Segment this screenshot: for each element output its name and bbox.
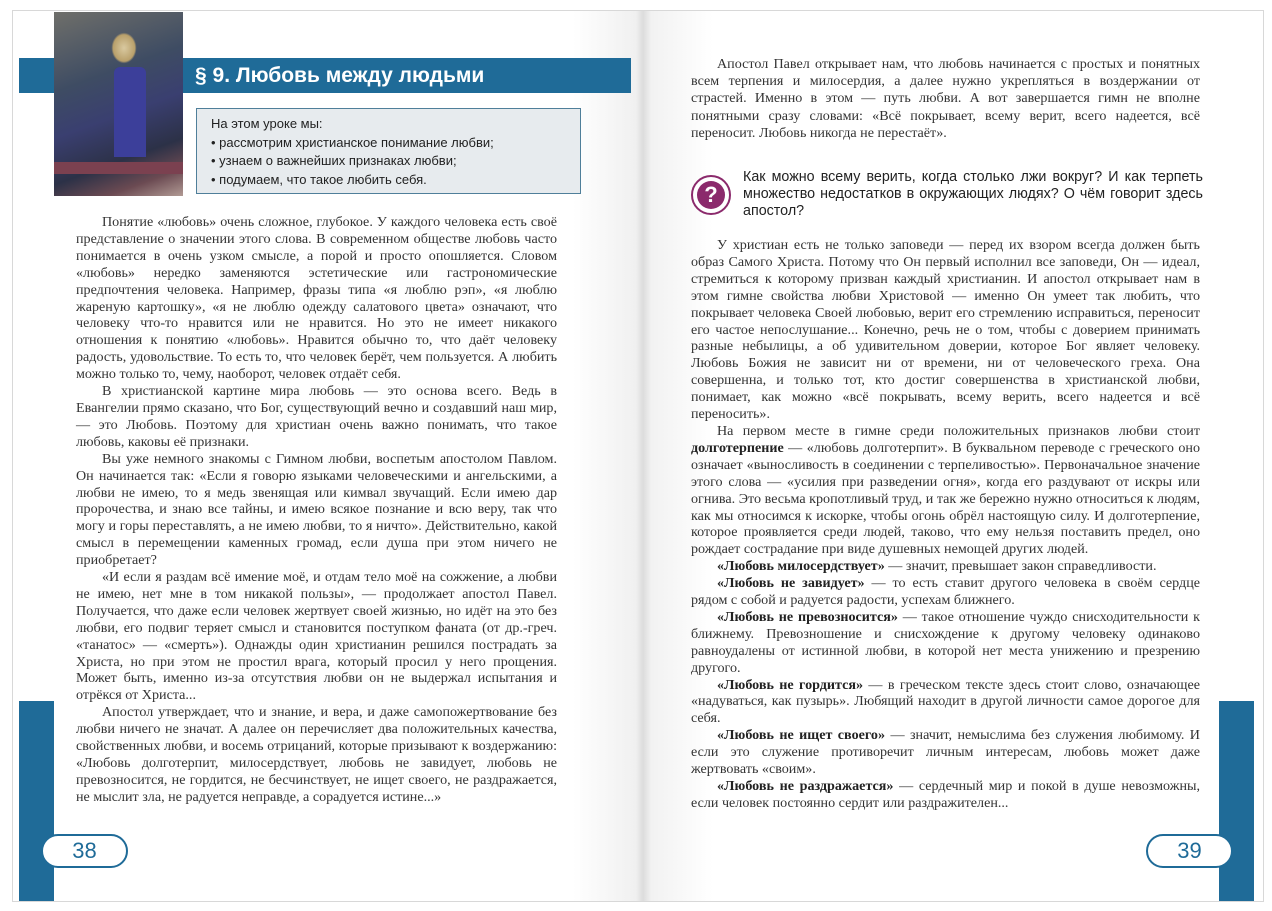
icon-painting-image — [54, 12, 183, 196]
bold-term: «Любовь не завидует» — [717, 575, 865, 592]
paragraph: У христиан есть не только заповеди — перед их взором всегда должен быть образ Самого Христа. Потому что Он первый исполнил все заповеди, Он — идеал, стремиться к которому призван каждый христианин. И апостол открывает нам в этом гимне свойства любви Христовой — именно Он умеет так любить, что покрывает человека Своей любовью, верит его стремлению исправиться, переносит его частое непослушание... Конечно, речь не о том, чтобы с доверием принимать разные небылицы, а об удивительном доверии, которое Бог являет человеку. Любовь Божия не зависит ни от времени, ни от человеческого греха. Она совершенна, и только тот, кто достиг совершенства в христианской любви, понимает, как можно «всё покрывать, всему верить, всего надеется и всё переносить». — [691, 237, 1200, 423]
paragraph: В христианской картине мира любовь — это основа всего. Ведь в Евангелии прямо сказано, что Бог, существующий вечно и создавший наш мир, — это Любовь. Поэтому для христиан очень важно понимать, что такое любовь, каковы её признаки. — [76, 383, 557, 450]
paragraph: «Любовь не раздражается» — сердечный мир и покой в душе невозможны, если человек постоянно сердит или раздражителен... — [691, 778, 1200, 811]
question-mark-icon: ? — [691, 175, 731, 215]
paragraph: «Любовь милосердствует» — значит, превышает закон справедливости. — [717, 558, 1157, 575]
page-number-right: 39 — [1146, 834, 1233, 868]
question-block — [691, 169, 1203, 219]
bold-term: «Любовь не раздражается» — [717, 778, 894, 794]
goal-item: • узнаем о важнейших признаках любви; — [211, 153, 457, 168]
right-intro-text — [691, 56, 1200, 142]
bold-term: «Любовь не превозносится» — [717, 608, 898, 625]
paragraph: «Любовь не завидует» — то есть ставит другого человека в своём сердце рядом с собой и радуется радости, успехам ближнего. — [691, 575, 1200, 609]
goal-item: • подумаем, что такое любить себя. — [211, 171, 427, 187]
left-side-bar — [19, 701, 54, 901]
paragraph: Вы уже немного знакомы с Гимном любви, воспетым апостолом Павлом. Он начинается так: «Если я говорю языками человеческими и ангельскими, а любви не имею, то я медь звенящая или кимвал звучащий. Если имею дар пророчества, и знаю все тайны, и имею всякое познание и всю веру, так что могу и горы переставлять, а не имею любви, то я ничто». Действительно, какой смысл в перемещении каменных громад, если душа при этом ничего не приобретает? — [76, 450, 557, 569]
page-number-left: 38 — [41, 834, 128, 868]
goals-heading: На этом уроке мы: — [211, 116, 323, 131]
paragraph: На первом месте в гимне среди положительных признаков любви стоит долготерпение — «любовь долготерпит». В буквальном переводе с греческого оно означает «выносливость в соединении с терпеливостью». Первоначальное значение этого слова — «усилия при разведении огня», когда его раздувают от искры или огнива. Это весьма кропотливый труд, и так же бережно нужно относиться к людям, как мы относимся к искорке, чтобы огонь обрёл настоящую силу. И долготерпение, которое проявляется среди людей, таково, что ему нельзя поставить предел, оно рождает сострадание при виде душевных немощей других людей. — [691, 422, 1200, 558]
left-body-text — [76, 214, 557, 806]
paragraph: Апостол утверждает, что и знание, и вера, и даже самопожертвование без любви ничего не значат. А далее он перечисляет два положительных качества, свойственных любви, и восемь отрицаний, которые призывают к воздержанию: «Любовь долготерпит, милосердствует, любовь не завидует, любовь не превозносится, не гордится, не бесчинствует, не ищет своего, не раздражается, не мыслит зла, не радуется неправде, а сорадуется истине...» — [76, 704, 557, 805]
question-text: Как можно всему верить, когда столько лжи вокруг? И как терпеть множество недостатков в окружающих людях? О чём говорит здесь апостол? — [743, 169, 1203, 219]
right-body-text — [691, 237, 1200, 812]
lesson-goals-box — [196, 108, 581, 194]
right-side-bar — [1219, 701, 1254, 901]
paragraph: «Любовь не ищет своего» — значит, немыслима без служения любимому. И если это служение противоречит личным интересам, любовь может даже жертвовать «своим». — [691, 727, 1200, 778]
paragraph: Понятие «любовь» очень сложное, глубокое. У каждого человека есть своё представление о значении этого слова. В современном обществе любовь часто понимается в очень узком смысле, а порой и просто опошляется. Словом «любовь» нередко заменяются эстетические или гастрономические предпочтения человека. Например, фразы типа «я люблю рэп», «я люблю жареную картошку», «я не люблю одежду салатового цвета» означают, что человеку что-то нравится или не нравится. Но это не имеет никакого отношения к понятию «любовь». Нравится обычно то, что даёт человеку радость, удовольствие. То есть то, что человек берёт, чем пользуется. А любить можно только то, чему, наоборот, человек отдаёт себя. — [76, 214, 557, 383]
goal-item: • рассмотрим христианское понимание любви; — [211, 134, 494, 150]
bold-term: долготерпение — [691, 439, 784, 456]
paragraph: Апостол Павел открывает нам, что любовь начинается с простых и понятных всем терпения и милосердия, а далее нужно укрепляться в воздержании от страстей. Именно в этом — путь любви. А вот завершается гимн не вполне понятными сразу словами: «Всё покрывает, всему верит, всего надеется, всё переносит. Любовь никогда не перестаёт». — [691, 56, 1200, 141]
bold-term: «Любовь не ищет своего» — [717, 727, 886, 744]
paragraph: «Любовь не превозносится» — такое отношение чуждо снисходительности к ближнему. Превозношение и снисхождение к другому человеку одинаково равноудалены от истинной любви, в которой нет места унижению и презрению другого. — [691, 608, 1200, 676]
bold-term: «Любовь не гордится» — [717, 676, 864, 693]
book-spread — [12, 10, 1264, 902]
paragraph: «Любовь не гордится» — в греческом тексте здесь стоит слово, означающее «надуваться, как пузырь». Любящий находит в другой личности самое дорогое для себя. — [691, 676, 1200, 727]
paragraph: «И если я раздам всё имение моё, и отдам тело моё на сожжение, а любви не имею, нет мне в том никакой пользы», — продолжает апостол Павел. Получается, что даже если человек жертвует своей жизнью, но идёт на это без любви, его подвиг теряет смысл и становится поступком фаната (от др.-греч. «танатос» — «смерть»). Однажды один христианин решился пострадать за Христа, но при этом не простил врага, который просил у него прощения. Может быть, именно из-за отсутствия любви он не выдержал испытания и отрёкся от Христа... — [76, 569, 557, 704]
bold-term: «Любовь милосердствует» — [717, 558, 885, 575]
lesson-title: § 9. Любовь между людьми — [195, 64, 485, 87]
